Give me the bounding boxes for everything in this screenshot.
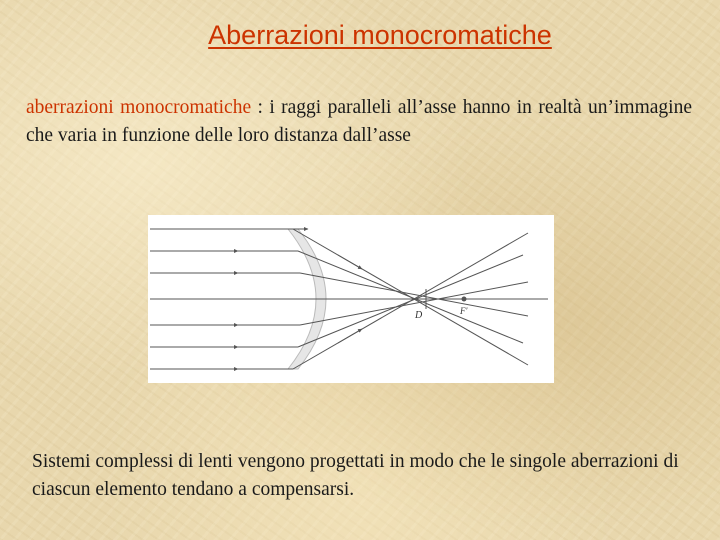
slide-title: Aberrazioni monocromatiche [208,20,552,50]
bottom-paragraph: Sistemi complessi di lenti vengono progettati in modo che le singole aberrazioni di ciascun elemento tendano a compensarsi. [32,451,679,500]
point-f-dot [462,297,467,302]
intro-term: aberrazioni monocromatiche [26,97,252,118]
spherical-aberration-figure [148,215,554,383]
label-f: F' [460,306,468,316]
intro-paragraph [26,94,692,150]
label-d: D [415,310,423,321]
lens-ray-diagram [148,215,554,383]
intro-text: : i raggi paralleli all’asse hanno in realtà un’immagine che varia in funzione delle loro distanza dall’asse [26,97,692,146]
